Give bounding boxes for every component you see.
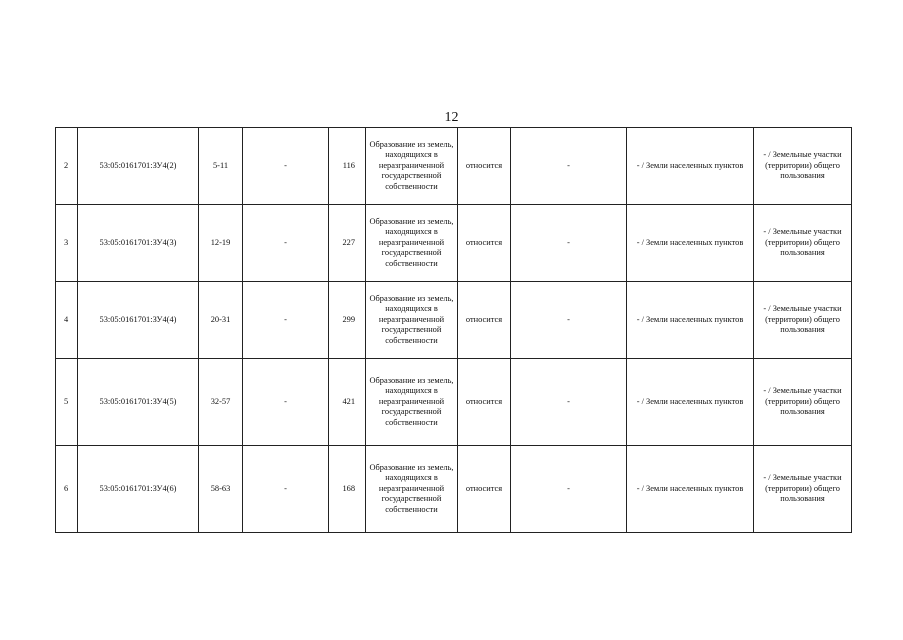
boundary-points-cell: 20-31 bbox=[199, 282, 243, 359]
area-cell: 116 bbox=[329, 128, 366, 205]
empty-value-cell-2: - bbox=[511, 446, 627, 533]
empty-value-cell: - bbox=[243, 205, 329, 282]
cadastral-number-cell: 53:05:0161701:ЗУ4(4) bbox=[78, 282, 199, 359]
relation-cell: относится bbox=[458, 128, 511, 205]
empty-value-cell-2: - bbox=[511, 205, 627, 282]
land-plots-table bbox=[55, 127, 852, 533]
permitted-use-cell: - / Земельные участки (территории) общего пользования bbox=[754, 128, 852, 205]
area-cell: 421 bbox=[329, 359, 366, 446]
table-row bbox=[56, 359, 852, 446]
permitted-use-cell: - / Земельные участки (территории) общего пользования bbox=[754, 205, 852, 282]
boundary-points-cell: 12-19 bbox=[199, 205, 243, 282]
empty-value-cell-2: - bbox=[511, 359, 627, 446]
table-row bbox=[56, 205, 852, 282]
row-number-cell: 6 bbox=[56, 446, 78, 533]
cadastral-number-cell: 53:05:0161701:ЗУ4(3) bbox=[78, 205, 199, 282]
area-cell: 168 bbox=[329, 446, 366, 533]
permitted-use-cell: - / Земельные участки (территории) общего пользования bbox=[754, 446, 852, 533]
relation-cell: относится bbox=[458, 282, 511, 359]
row-number-cell: 4 bbox=[56, 282, 78, 359]
cadastral-number-cell: 53:05:0161701:ЗУ4(5) bbox=[78, 359, 199, 446]
formation-method-cell: Образование из земель, находящихся в неразграниченной государственной собственности bbox=[366, 128, 458, 205]
land-category-cell: - / Земли населенных пунктов bbox=[627, 446, 754, 533]
relation-cell: относится bbox=[458, 446, 511, 533]
empty-value-cell: - bbox=[243, 128, 329, 205]
empty-value-cell: - bbox=[243, 282, 329, 359]
permitted-use-cell: - / Земельные участки (территории) общего пользования bbox=[754, 282, 852, 359]
boundary-points-cell: 58-63 bbox=[199, 446, 243, 533]
table-row bbox=[56, 282, 852, 359]
boundary-points-cell: 5-11 bbox=[199, 128, 243, 205]
table-row bbox=[56, 128, 852, 205]
land-category-cell: - / Земли населенных пунктов bbox=[627, 282, 754, 359]
formation-method-cell: Образование из земель, находящихся в неразграниченной государственной собственности bbox=[366, 446, 458, 533]
relation-cell: относится bbox=[458, 359, 511, 446]
cadastral-number-cell: 53:05:0161701:ЗУ4(6) bbox=[78, 446, 199, 533]
land-category-cell: - / Земли населенных пунктов bbox=[627, 205, 754, 282]
land-category-cell: - / Земли населенных пунктов bbox=[627, 128, 754, 205]
permitted-use-cell: - / Земельные участки (территории) общего пользования bbox=[754, 359, 852, 446]
page-number: 12 bbox=[444, 110, 459, 125]
cadastral-number-cell: 53:05:0161701:ЗУ4(2) bbox=[78, 128, 199, 205]
row-number-cell: 5 bbox=[56, 359, 78, 446]
area-cell: 227 bbox=[329, 205, 366, 282]
formation-method-cell: Образование из земель, находящихся в неразграниченной государственной собственности bbox=[366, 359, 458, 446]
row-number-cell: 3 bbox=[56, 205, 78, 282]
relation-cell: относится bbox=[458, 205, 511, 282]
empty-value-cell-2: - bbox=[511, 128, 627, 205]
formation-method-cell: Образование из земель, находящихся в неразграниченной государственной собственности bbox=[366, 205, 458, 282]
land-category-cell: - / Земли населенных пунктов bbox=[627, 359, 754, 446]
formation-method-cell: Образование из земель, находящихся в неразграниченной государственной собственности bbox=[366, 282, 458, 359]
table-row bbox=[56, 446, 852, 533]
row-number-cell: 2 bbox=[56, 128, 78, 205]
empty-value-cell: - bbox=[243, 359, 329, 446]
empty-value-cell: - bbox=[243, 446, 329, 533]
boundary-points-cell: 32-57 bbox=[199, 359, 243, 446]
area-cell: 299 bbox=[329, 282, 366, 359]
table-body bbox=[56, 128, 852, 533]
empty-value-cell-2: - bbox=[511, 282, 627, 359]
